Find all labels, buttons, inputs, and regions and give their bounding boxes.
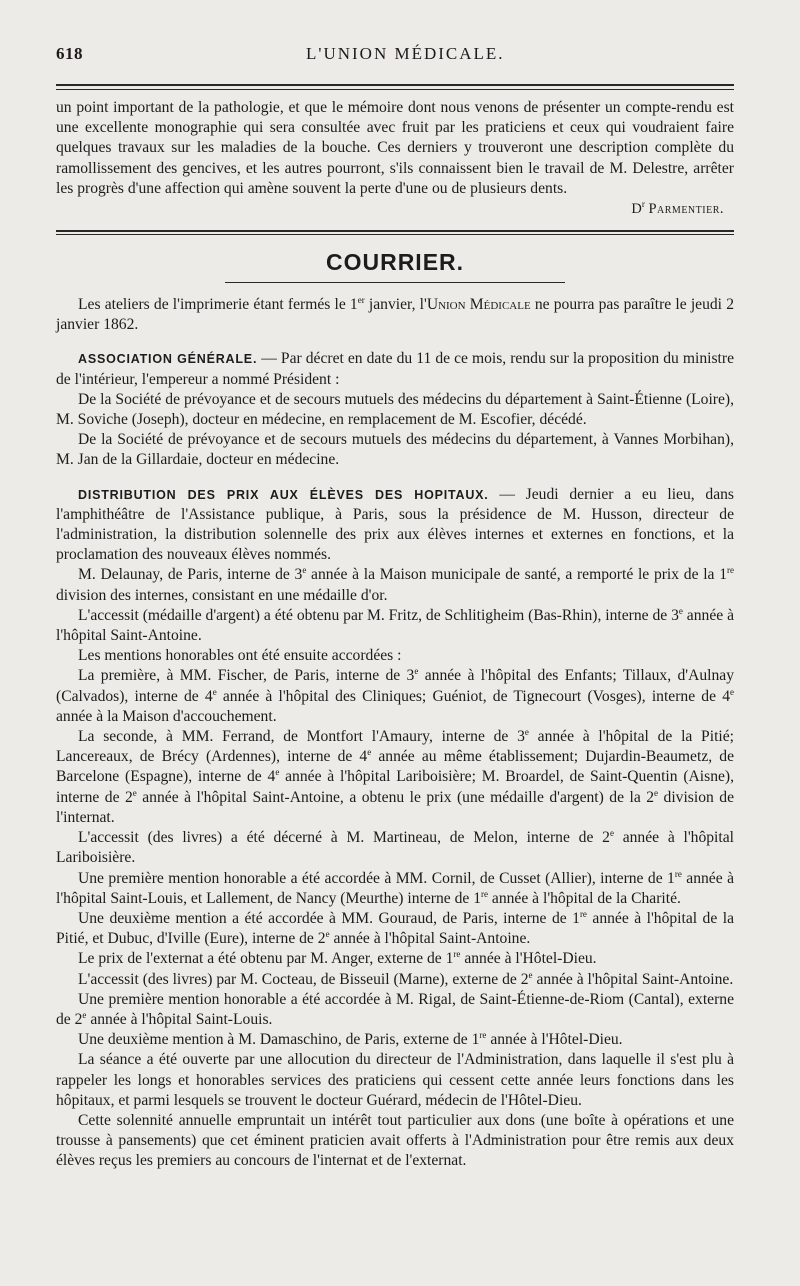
- ordinal-sup: e: [302, 565, 307, 576]
- text-run: année à l'hôpital de la Pitié; Lancereaux, de Brécy (Ardennes), interne de 4: [56, 728, 734, 766]
- ordinal-sup: e: [325, 928, 330, 939]
- paragraph-fritz: [56, 606, 734, 646]
- text-run: L'accessit (médaille d'argent) a été obtenu par M. Fritz, de Schlitigheim (Bas-Rhin), interne de 3: [78, 606, 679, 624]
- paragraph-anger: [56, 949, 734, 969]
- text-run: année à l'hôpital des Cliniques; Guéniot, de Tignecourt (Vosges), interne de 4: [216, 687, 731, 705]
- text-run: année à l'hôpital Saint-Antoine.: [532, 970, 734, 988]
- text-run: année au même établissement; Dujardin-Beaumetz, de Barcelone (Espagne), interne de 4: [56, 748, 734, 786]
- ordinal-sup: e: [654, 787, 659, 798]
- ordinal-sup: re: [674, 868, 682, 879]
- paragraph-rigal: [56, 990, 734, 1030]
- text-run: Le prix de l'externat a été obtenu par M. Anger, externe de 1: [78, 950, 454, 968]
- paragraph-seance: La séance a été ouverte par une allocution du directeur de l'Administration, dans laquelle il s'est plu à rappeler les longs et honorables services des praticiens qui cessent cette année leurs fonctions dans les hôpitaux, et parmi lesquels se trouvent le docteur Guérard, médecin de l'Hôtel-Dieu.: [56, 1051, 734, 1109]
- text-run: année à l'hôpital Saint-Antoine.: [56, 606, 734, 645]
- text-run: année à l'hôpital Saint-Antoine, a obtenu le prix (une médaille d'argent) de la 2: [136, 788, 655, 806]
- signature-sup: r: [641, 199, 645, 210]
- text-run: Une première mention honorable a été accordée à MM. Cornil, de Cusset (Allier), interne de 1: [78, 869, 675, 887]
- association-lead: [56, 349, 734, 389]
- text-run: Une première mention honorable a été accordée à M. Rigal, de Saint-Étienne-de-Riom (Cantal), externe de 2: [56, 990, 734, 1028]
- paragraph-cocteau: [56, 970, 734, 990]
- text-run: La première, à MM. Fischer, de Paris, interne de 3: [78, 667, 415, 685]
- text-run: année à l'hôpital Saint-Antoine.: [329, 930, 531, 948]
- running-title: L'UNION MÉDICALE.: [306, 44, 505, 63]
- paragraph-solennite: Cette solennité annuelle empruntait un intérêt tout particulier aux dons (une boîte à opérations et une trousse à pansements) que cet éminent praticien avait offerts à l'Administration pour être remis aux deux élèves reçus les premiers au concours de l'internat et de l'externat.: [56, 1111, 734, 1170]
- ordinal-sup: e: [212, 686, 217, 697]
- ordinal-sup: e: [275, 767, 280, 778]
- text-run: année à l'Hôtel-Dieu.: [486, 1031, 623, 1049]
- ordinal-sup: re: [727, 565, 734, 576]
- text-run: L'accessit (des livres) a été décerné à M. Martineau, de Melon, interne de 2: [78, 829, 610, 847]
- text-run: Une deuxième mention a été accordée à MM. Gouraud, de Paris, interne de 1: [78, 909, 580, 927]
- text-run: Une deuxième mention à M. Damaschino, de Paris, externe de 1: [78, 1031, 480, 1049]
- paragraph-damaschino: [56, 1030, 734, 1050]
- text-run: M. Delaunay, de Paris, interne de 3: [78, 566, 303, 584]
- page-header: [56, 44, 734, 70]
- text-run: année à l'hôpital des Enfants; Tillaux, d'Aulnay (Calvados), interne de 4: [56, 667, 734, 705]
- paragraph-mentions: Les mentions honorables ont été ensuite accordées :: [78, 647, 402, 665]
- notice-after: ne pourra pas paraître le jeudi 2 janvier 1862.: [56, 296, 734, 334]
- text-run: L'accessit (des livres) par M. Cocteau, de Bisseuil (Marne), externe de 2: [78, 970, 529, 988]
- distribution-heading: DISTRIBUTION DES PRIX AUX ÉLÈVES DES HOPITAUX.: [78, 487, 489, 502]
- distribution-lead: [56, 485, 734, 566]
- header-rule-thin: [56, 89, 734, 90]
- ordinal-sup: e: [609, 827, 614, 838]
- ordinal-sup: e: [524, 726, 529, 737]
- text-run: année à l'hôpital Lariboisière; M. Broardel, de Saint-Quentin (Aisne), interne de 2: [56, 768, 734, 806]
- notice-before-date: Les ateliers de l'imprimerie étant fermés le 1: [78, 296, 358, 314]
- text-run: année à la Maison d'accouchement.: [56, 707, 277, 725]
- signature-prefix: D: [631, 201, 642, 218]
- text-run: division de l'internat.: [56, 788, 734, 826]
- paragraph-delaunay: [56, 565, 734, 605]
- header-rule: [56, 84, 734, 86]
- paragraph-premiere: [56, 666, 734, 727]
- ordinal-sup: e: [678, 605, 683, 616]
- text-run: année à la Maison municipale de santé, a remporté le prix de la 1: [306, 566, 727, 584]
- text-run: année à l'hôpital Saint-Louis, et Lallement, de Nancy (Meurthe) interne de 1: [56, 869, 734, 907]
- paragraph-gouraud: [56, 909, 734, 949]
- ordinal-sup: e: [82, 1009, 87, 1020]
- association-lead-text: — Par décret en date du 11 de ce mois, rendu sur la proposition du ministre de l'intérieur, l'empereur a nommé Président :: [56, 350, 734, 388]
- association-paragraph-1: De la Société de prévoyance et de secours mutuels des médecins du département à Saint-Étienne (Loire), M. Soviche (Joseph), docteur en médecine, en remplacement de M. Escofier, décédé.: [56, 390, 734, 429]
- ordinal-sup: re: [479, 1029, 487, 1040]
- notice-middle: janvier, l': [364, 296, 427, 314]
- notice-journal: Union Médicale: [426, 296, 531, 314]
- signature: [56, 201, 734, 218]
- ordinal-sup: e: [132, 787, 137, 798]
- text-run: année à l'hôpital de la Charité.: [488, 889, 681, 907]
- text-run: La seconde, à MM. Ferrand, de Montfort l'Amaury, interne de 3: [78, 728, 525, 746]
- paragraph-martineau: [56, 828, 734, 868]
- ordinal-sup: re: [453, 949, 461, 960]
- paragraph-cornil: [56, 869, 734, 909]
- text-run: année à l'hôpital Lariboisière.: [56, 829, 734, 867]
- section-title: COURRIER.: [325, 249, 465, 276]
- ordinal-sup: e: [730, 686, 735, 697]
- ordinal-sup: e: [367, 747, 372, 758]
- title-underline: [225, 282, 565, 283]
- association-paragraph-2: De la Société de prévoyance et de secours mutuels des médecins du département, à Vannes Morbihan), M. Jan de la Gillardaie, docteur en médecine.: [56, 431, 734, 469]
- ordinal-sup: e: [528, 969, 533, 980]
- intro-paragraph: un point important de la pathologie, et que le mémoire dont nous venons de présenter un compte-rendu est une excellente monographie qui sera consultée avec fruit par les praticiens et ceux qui voudraient faire quelques travaux sur les maladies de la bouche. Ces derniers y trouveront une description complète du ramollissement des gencives, et les autres pourront, s'ils connaissent bien le travail de M. Delestre, arrêter les progrès d'une affection qui amène souvent la perte d'une ou de plusieurs dents.: [56, 99, 734, 197]
- ordinal-sup: e: [414, 666, 419, 677]
- signature-name: Parmentier.: [648, 201, 724, 218]
- text-run: année à l'hôpital Saint-Louis.: [86, 1010, 273, 1028]
- text-run: année à l'Hôtel-Dieu.: [460, 950, 597, 968]
- association-heading: ASSOCIATION GÉNÉRALE.: [78, 352, 258, 367]
- notice-paragraph: [56, 295, 734, 335]
- section-divider: [56, 230, 734, 235]
- paragraph-seconde: [56, 727, 734, 828]
- text-run: année à l'hôpital de la Pitié, et Dubuc, d'Iville (Eure), interne de 2: [56, 909, 734, 948]
- distribution-lead-text: — Jeudi dernier a eu lieu, dans l'amphithéâtre de l'Assistance publique, à Paris, sous la présidence de M. Husson, directeur de l'administration, la distribution solennelle des prix aux élèves internes et externes en fonctions, et la proclamation des nouveaux élèves nommés.: [56, 485, 734, 564]
- notice-date-sup: er: [357, 294, 365, 305]
- text-run: division des internes, consistant en une médaille d'or.: [56, 586, 388, 604]
- ordinal-sup: re: [579, 908, 587, 919]
- ordinal-sup: re: [481, 888, 489, 899]
- page-number: 618: [56, 44, 83, 63]
